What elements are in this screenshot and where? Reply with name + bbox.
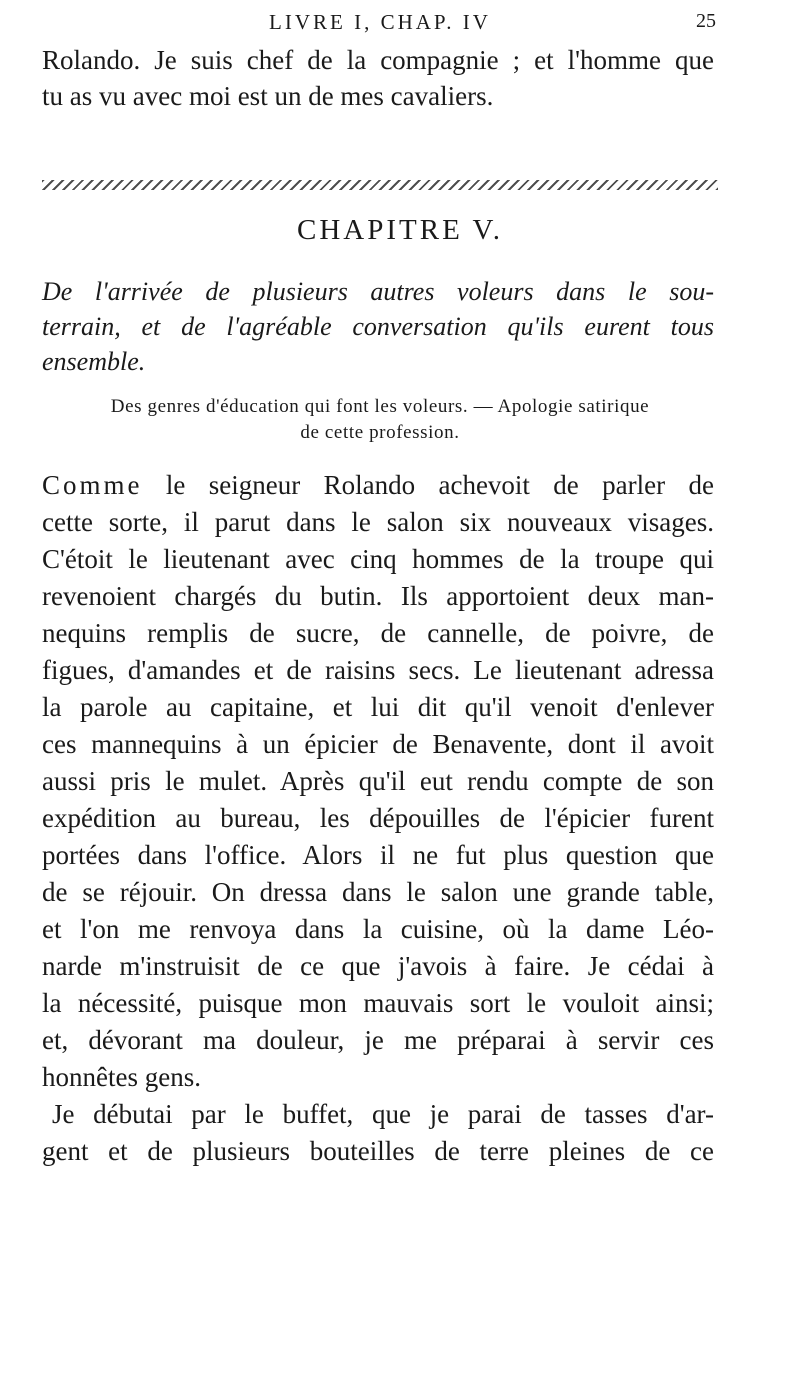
text-line: ces mannequins à un épicier de Benavente, dont il avoit (42, 729, 714, 759)
text-line: Je débutai par le buffet, que je parai de tasses d'ar- (52, 1099, 714, 1129)
text-line: nequins remplis de sucre, de cannelle, de poivre, de (42, 618, 714, 648)
text-line: narde m'instruisit de ce que j'avois à faire. Je cédai à (42, 951, 714, 981)
text-line: tu as vu avec moi est un de mes cavaliers. (42, 81, 494, 111)
chapter-subtitle-line: ensemble. (42, 347, 146, 376)
ornamental-rule (42, 180, 718, 190)
paragraph-first-line (42, 467, 714, 503)
text-line: et l'on me renvoya dans la cuisine, où la dame Léo- (42, 914, 714, 944)
text-line: cette sorte, il parut dans le salon six nouveaux visages. (42, 507, 714, 537)
chapter-subtitle-line: De l'arrivée de plusieurs autres voleurs dans le sou- (42, 277, 714, 306)
text-line: aussi pris le mulet. Après qu'il eut rendu compte de son (42, 766, 714, 796)
text-line: C'étoit le lieutenant avec cinq hommes de la troupe qui (42, 544, 714, 574)
text-line: et, dévorant ma douleur, je me préparai à servir ces (42, 1025, 714, 1055)
chapter-heading: CHAPITRE V. (297, 214, 503, 246)
chapter-summary-line: de cette profession. (300, 422, 460, 443)
chapter-subtitle-line: terrain, et de l'agréable conversation qu'ils eurent tous (42, 312, 714, 341)
text-line: de se réjouir. On dressa dans le salon une grande table, (42, 877, 714, 907)
text-line: honnêtes gens. (42, 1062, 201, 1092)
text-line: figues, d'amandes et de raisins secs. Le lieutenant adressa (42, 655, 714, 685)
text-line: gent et de plusieurs bouteilles de terre pleines de ce (42, 1136, 714, 1166)
text-line: Rolando. Je suis chef de la compagnie ; et l'homme que (42, 45, 714, 75)
text-line: portées dans l'office. Alors il ne fut plus question que (42, 840, 714, 870)
first-line-rest: le seigneur Rolando achevoit de parler de (142, 470, 714, 500)
text-line: revenoient chargés du butin. Ils apportoient deux man- (42, 581, 714, 611)
running-title: LIVRE I, CHAP. IV (269, 10, 491, 34)
text-line: expédition au bureau, les dépouilles de l'épicier furent (42, 803, 714, 833)
first-word: Comme (42, 470, 143, 500)
text-line: la nécessité, puisque mon mauvais sort le vouloit ainsi; (42, 988, 714, 1018)
page-number: 25 (696, 10, 716, 32)
running-head (40, 6, 720, 40)
text-line: la parole au capitaine, et lui dit qu'il venoit d'enlever (42, 692, 714, 722)
chapter-summary-line: Des genres d'éducation qui font les voleurs. — Apologie satirique (110, 396, 650, 417)
